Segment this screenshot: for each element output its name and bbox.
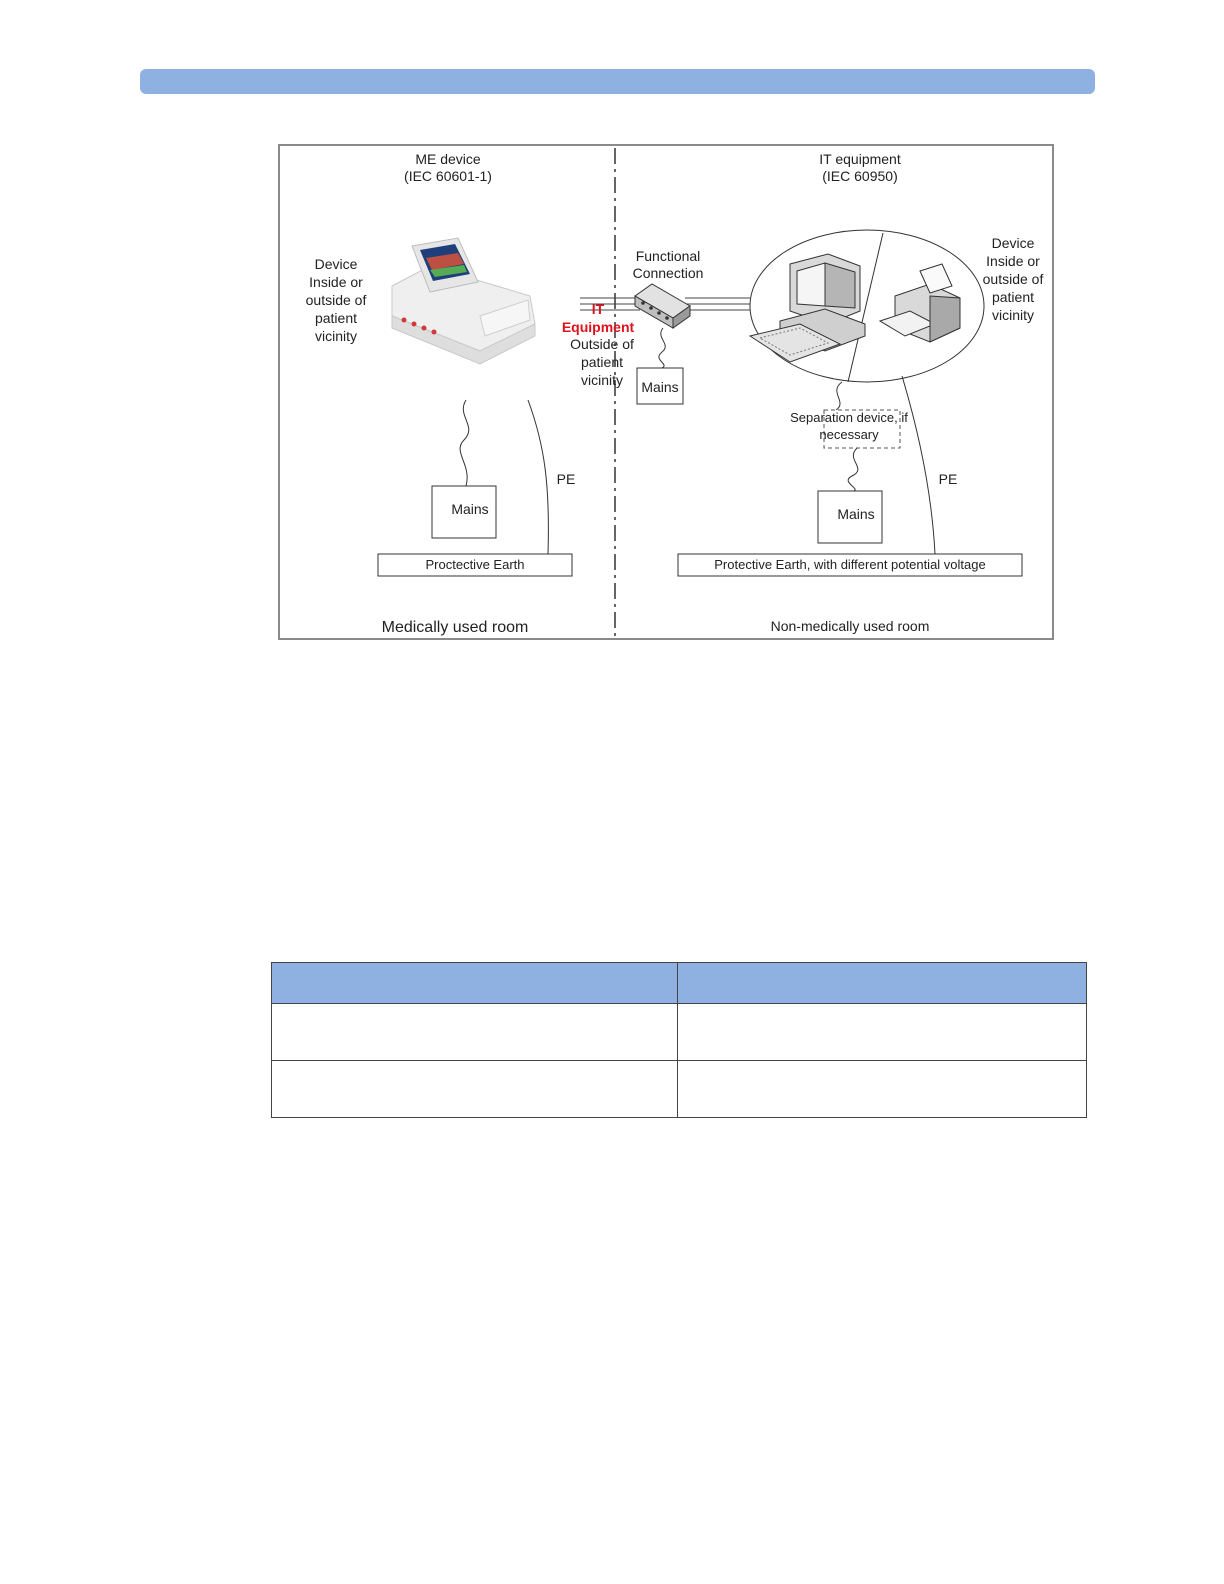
table-header-cell [678,963,1087,1004]
table-row [272,1061,1087,1118]
pe-left-label: PE [556,471,576,487]
mains-small-label: Mains [641,379,679,395]
note-line: vicinity [991,307,1035,323]
table-row [272,1004,1087,1061]
note-line: Device [314,256,358,272]
functional-connection-label: Connection [632,265,704,281]
network-connection-diagram [278,144,1054,640]
hub-power-cord [659,328,665,368]
earth-right-label: Protective Earth, with different potential voltage [714,557,986,572]
diagram-canvas [280,146,1052,638]
note-line: vicinity [314,328,358,344]
it-equipment-title: IT equipment [819,151,901,167]
room-right-label: Non-medically used room [770,618,930,634]
printer-icon [880,264,960,342]
fetal-monitor-icon [392,238,535,364]
pc-power-cord [836,382,842,410]
mains-cord-right [848,448,858,491]
it-equipment-label: Equipment [561,319,635,335]
outside-vicinity-label: patient [580,354,624,370]
pe-right-label: PE [938,471,958,487]
room-left-label: Medically used room [381,619,529,636]
note-line: patient [991,289,1035,305]
earth-left-label: Proctective Earth [425,557,525,572]
separation-device-label: Separation device, if [790,410,908,425]
note-line: patient [314,310,358,326]
table-cell [272,1004,678,1061]
outside-vicinity-label: Outside of [570,336,634,352]
note-line: outside of [982,271,1044,287]
mains-left-label: Mains [451,501,489,517]
it-equipment-label: IT [591,301,605,317]
header-bar [140,69,1095,94]
table-cell [678,1004,1087,1061]
table-cell [678,1061,1087,1118]
table-header-cell [272,963,678,1004]
note-line: Inside or [986,253,1040,269]
pe-left-wire [528,400,548,554]
functional-connection-label: Functional [635,248,701,264]
mains-right-label: Mains [837,506,875,522]
left-device-note [306,256,367,344]
me-device-title: ME device [415,151,481,167]
me-power-cord [460,400,469,486]
it-equipment-standard: (IEC 60950) [822,168,898,184]
computer-icon [750,254,865,362]
table-header-row [272,963,1087,1004]
note-line: Inside or [309,274,363,290]
table-cell [272,1061,678,1118]
outside-vicinity-label: vicinity [580,372,624,388]
network-hub-icon [635,284,690,328]
pe-right-wire [902,376,935,554]
info-table [271,962,1087,1118]
right-device-note [983,235,1044,323]
separation-device-label: necessary [819,427,879,442]
me-device-standard: (IEC 60601-1) [404,168,492,184]
note-line: outside of [305,292,367,308]
note-line: Device [991,235,1035,251]
